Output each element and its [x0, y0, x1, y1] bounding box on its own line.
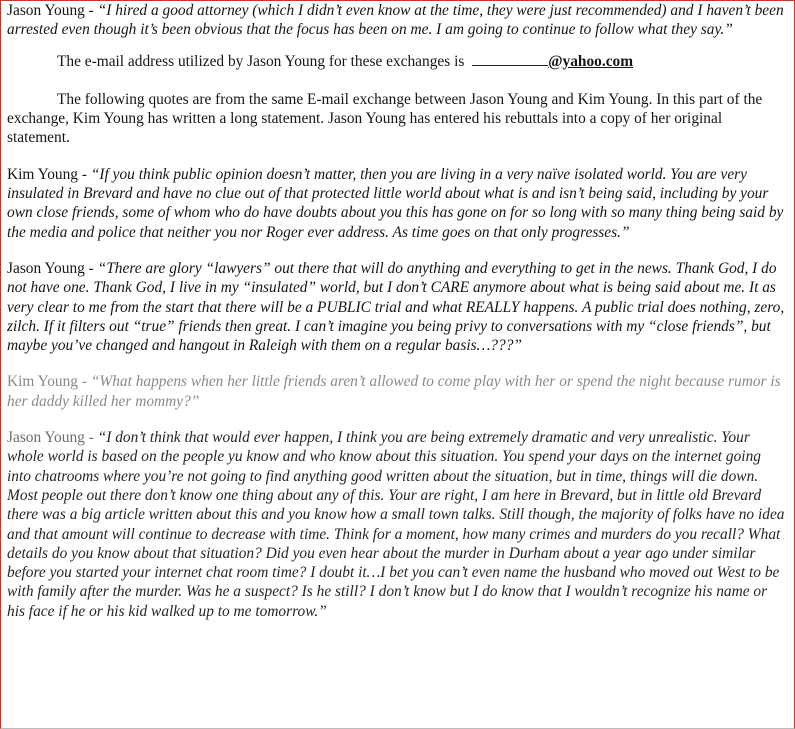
quote-text: “There are glory “lawyers” out there that will do anything and everything to get in the news. Thank God, I do not have one. Thank God, I live in my “insulated” world, but I don’t CARE anymore about what is being said about me. It as very clear to me from the start that there will be a PUBLIC trial and what REALLY happens. A public trial does nothing, zero, zilch. If it filters out “true” friends then great. I can’t imagine you being privy to conversations with my “close friends”, but maybe you’ve changed and hangout in Raleigh with them on a regular basis…???”	[7, 259, 785, 355]
document-body	[7, 1, 787, 621]
email-intro-text: The e-mail address utilized by Jason Young for these exchanges is	[57, 52, 465, 70]
paragraph-jason-glory-lawyers	[7, 259, 787, 355]
speaker-label: Jason Young -	[7, 429, 94, 447]
speaker-label: Jason Young -	[7, 2, 94, 19]
quote-text: “I hired a good attorney (which I didn’t even know at the time, they were just recommended) and I haven’t been arrested even though it’s been obvious that the focus has been on me. I am going to continue to follow what they say.”	[7, 2, 784, 39]
speaker-label: Kim Young -	[7, 165, 87, 183]
quote-text: “I don’t think that would ever happen, I think you are being extremely dramatic and very unrealistic. Your whole world is based on the people yu know and who know about this situation. You spend your days on the internet going into chatrooms where you’re not going to find anything good written about the situation, but in time, things will die down. Most people out there don’t know one thing about any of this. Your are right, I am here in Brevard, but in little old Brevard there was a big article written about this and you know how a small town talks. Still though, the majority of folks have no idea and that amount will continue to decrease with time. Think for a moment, how many crimes and murders do you recall? What details do you know about that situation? Did you even hear about the murder in Durham about a year ago under similar before you started your internet chat room time? I doubt it…I bet you can’t even name the husband who moved out West to be with family after the murder. Was he a suspect? Is he still? I don’t know but I do know that I wouldn’t recognize his name or his face if he or his kid walked up to me tomorrow.”	[7, 429, 785, 620]
speaker-label: Jason Young -	[7, 259, 94, 277]
paragraph-exchange-intro	[7, 90, 787, 148]
speaker-label: Kim Young -	[7, 373, 87, 391]
quote-text: “If you think public opinion doesn’t matter, then you are living in a very naïve isolated world. You are very insulated in Brevard and have no clue out of that protected little world about what is and isn’t being said, including by your own close friends, some of whom who do have doubts about you this has gone on for so long with so many thing being said by the media and police that neither you nor Roger ever address. As time goes on that only progresses.”	[7, 165, 784, 241]
exchange-intro-text: The following quotes are from the same E-mail exchange between Jason Young and Kim Young. In this part of the exchange, Kim Young has written a long statement. Jason Young has entered his rebuttals into a copy of her original statement.	[7, 90, 763, 147]
paragraph-jason-attorney	[7, 1, 787, 40]
redacted-email-user	[472, 53, 548, 66]
paragraph-email-address	[7, 52, 787, 71]
paragraph-kim-little-friends	[7, 372, 787, 411]
paragraph-kim-public-opinion	[7, 165, 787, 242]
quote-text: “What happens when her little friends aren’t allowed to come play with her or spend the night because rumor is her daddy killed her mommy?”	[7, 373, 781, 410]
paragraph-jason-rebuttal	[7, 428, 787, 621]
email-domain: @yahoo.com	[548, 52, 634, 70]
